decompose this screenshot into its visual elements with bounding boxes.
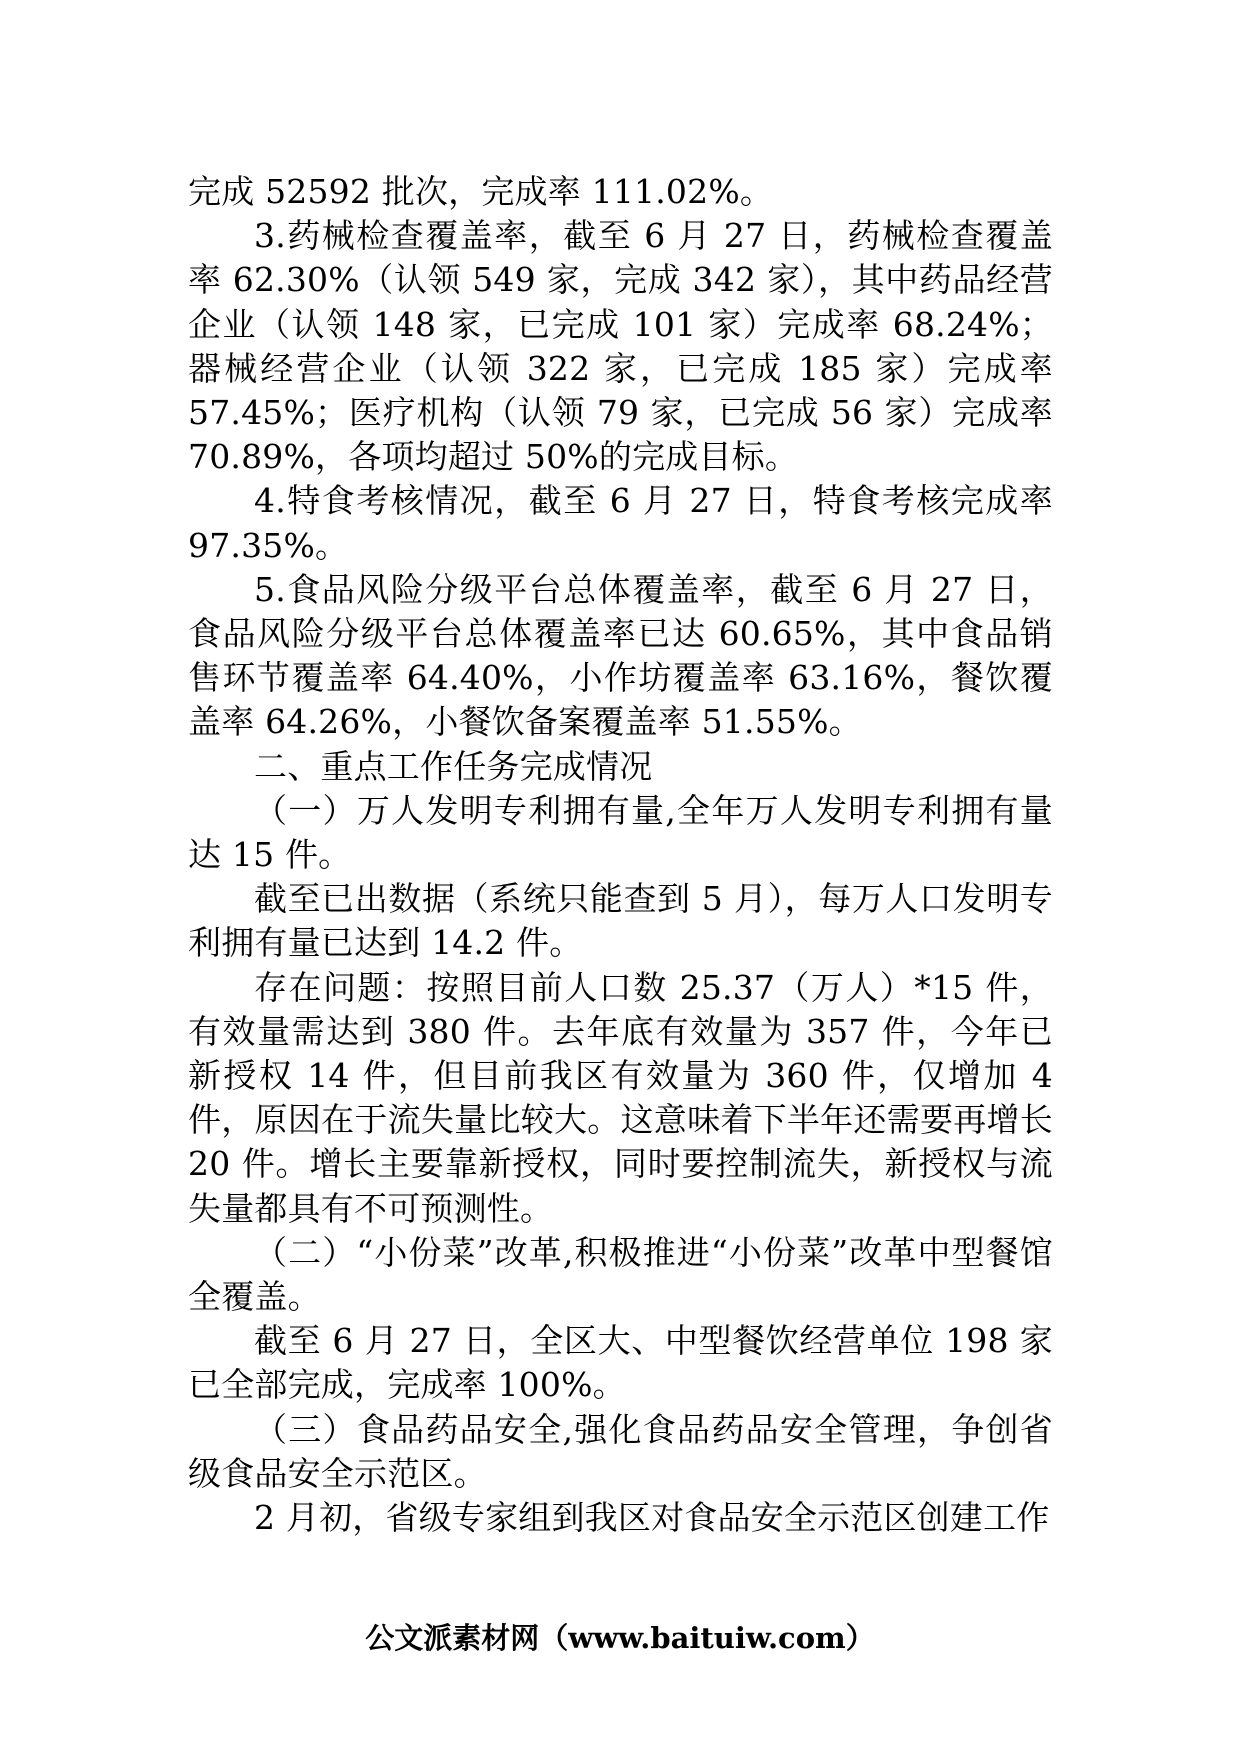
section-heading-key-tasks: 二、重点工作任务完成情况 bbox=[254, 746, 653, 786]
subheading-food-drug-safety: （三）食品药品安全,强化食品药品安全管理，争创省级食品安全示范区。 bbox=[188, 1409, 1053, 1493]
subheading-small-dishes: （二）“小份菜”改革,积极推进“小份菜”改革中型餐馆全覆盖。 bbox=[188, 1232, 1053, 1317]
document-body bbox=[188, 170, 1053, 1540]
paragraph-patent-data: 截至已出数据（系统只能查到 5 月），每万人口发明专利拥有量已达到 14.2 件。 bbox=[188, 879, 1053, 963]
paragraph-patent-problems: 存在问题：按照目前人口数 25.37（万人）*15 件，有效量需达到 380 件。去年底有效量为 357 件，今年已新授权 14 件，但目前我区有效量为 360 件，仅增加 4 件，原因在于流失量比较大。这意味着下半年还需要再增长 20 件。增长主要靠新授权，同时要控制流失，新授权与流失量都具有不可预测性。 bbox=[188, 967, 1053, 1228]
subheading-patents: （一）万人发明专利拥有量,全年万人发明专利拥有量达 15 件。 bbox=[188, 790, 1053, 875]
paragraph-food-risk-platform: 5.食品风险分级平台总体覆盖率，截至 6 月 27 日，食品风险分级平台总体覆盖率已达 60.65%，其中食品销售环节覆盖率 64.40%，小作坊覆盖率 63.16%，餐饮覆盖率 64.26%，小餐饮备案覆盖率 51.55%。 bbox=[188, 569, 1053, 742]
footer-watermark: 公文派素材网（www.baituiw.com） bbox=[365, 1621, 875, 1655]
paragraph-expert-visit: 2 月初，省级专家组到我区对食品安全示范区创建工作 bbox=[254, 1498, 1050, 1538]
paragraph-continuation: 完成 52592 批次，完成率 111.02%。 bbox=[188, 172, 774, 211]
paragraph-special-food-assessment: 4.特食考核情况，截至 6 月 27 日，特食考核完成率 97.35%。 bbox=[188, 481, 1053, 565]
paragraph-small-dishes-result: 截至 6 月 27 日，全区大、中型餐饮经营单位 198 家已全部完成，完成率 100%。 bbox=[188, 1321, 1053, 1405]
paragraph-drug-device-inspection: 3.药械检查覆盖率，截至 6 月 27 日，药械检查覆盖率 62.30%（认领 549 家，完成 342 家），其中药品经营企业（认领 148 家，已完成 101 家）完成率 68.24%；器械经营企业（认领 322 家，已完成 185 家）完成率 57.45%；医疗机构（认领 79 家，已完成 56 家）完成率 70.89%，各项均超过 50%的完成目标。 bbox=[188, 216, 1053, 477]
